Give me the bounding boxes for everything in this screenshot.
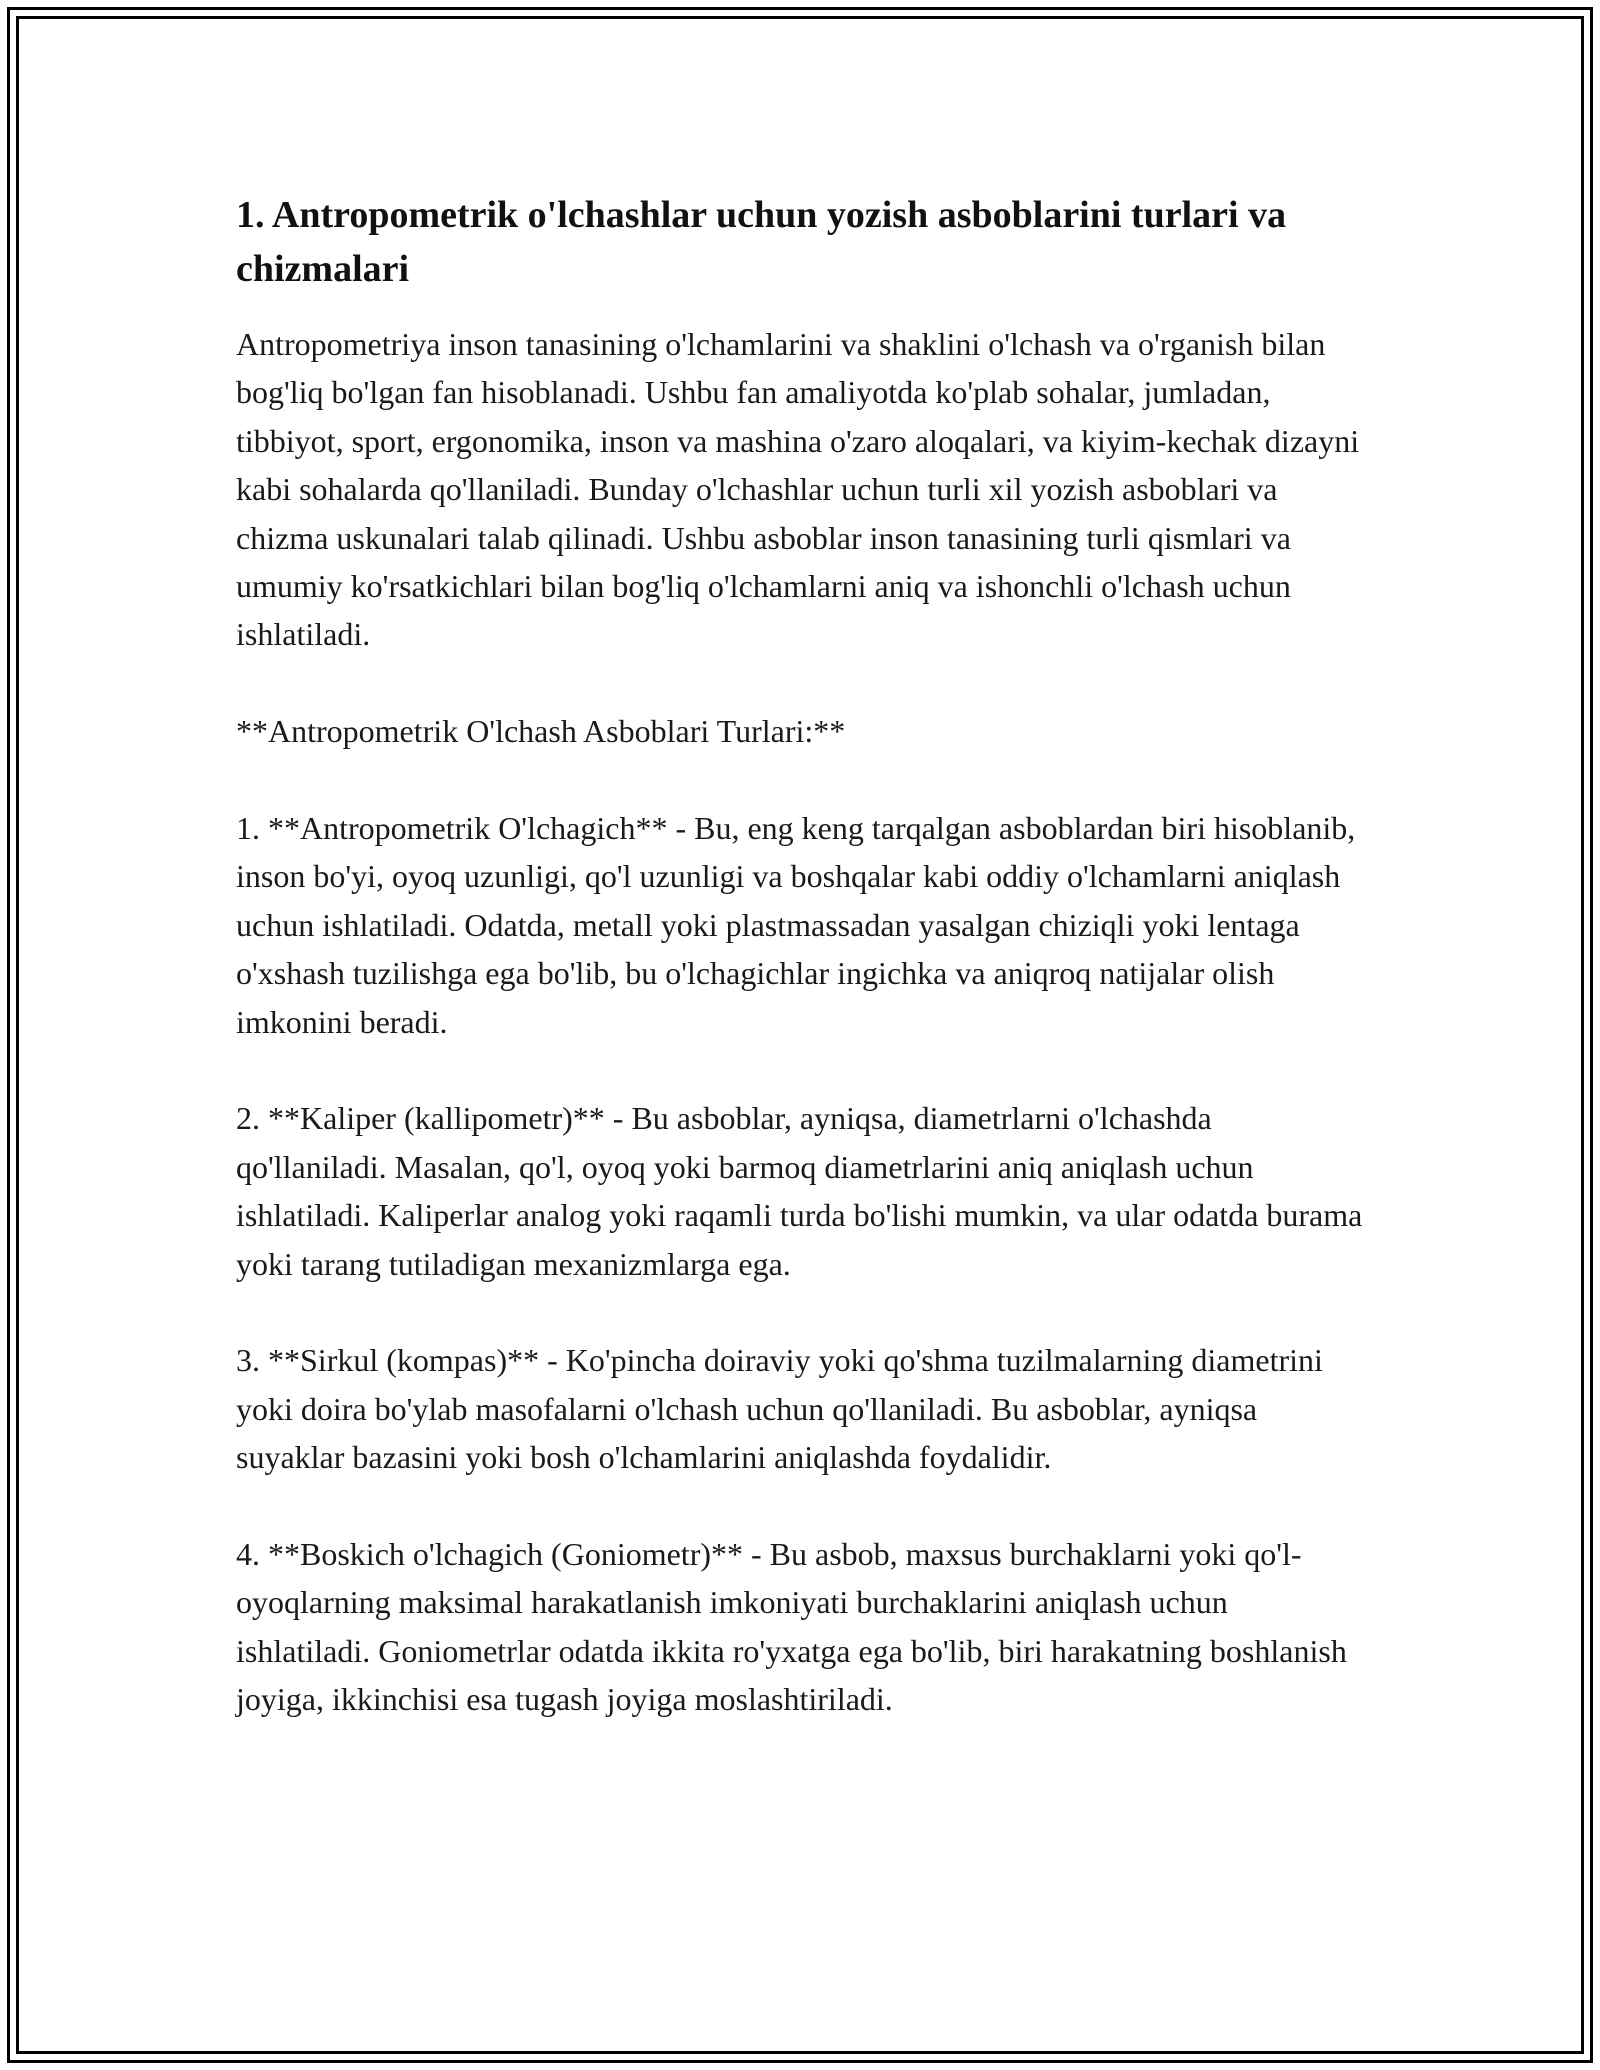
document-title: 1. Antropometrik o'lchashlar uchun yozish asboblarini turlari va chizmalari bbox=[236, 194, 1287, 290]
document-body bbox=[236, 188, 1366, 1724]
list-item-2: 2. **Kaliper (kallipometr)** - Bu asboblar, ayniqsa, diametrlarni o'lchashda qo'llaniladi. Masalan, qo'l, oyoq yoki barmoq diametrlarini aniq aniqlash uchun ishlatiladi. Kaliperlar analog yoki raqamli turda bo'lishi mumkin, va ular odatda burama yoki tarang tutiladigan mexanizmlarga ega. bbox=[236, 1100, 1363, 1282]
intro-paragraph: Antropometriya inson tanasining o'lchamlarini va shaklini o'lchash va o'rganish bilan bog'liq bo'lgan fan hisoblanadi. Ushbu fan amaliyotda ko'plab sohalar, jumladan, tibbiyot, sport, ergonomika, inson va mashina o'zaro aloqalari, va kiyim-kechak dizayni kabi sohalarda qo'llaniladi. Bunday o'lchashlar uchun turli xil yozish asboblari va chizma uskunalari talab qilinadi. Ushbu asboblar inson tanasining turli qismlari va umumiy ko'rsatkichlari bilan bog'liq o'lchamlarni aniq va ishonchli o'lchash uchun ishlatiladi. bbox=[236, 326, 1360, 653]
list-item-3: 3. **Sirkul (kompas)** - Ko'pincha doiraviy yoki qo'shma tuzilmalarning diametrini yoki doira bo'ylab masofalarni o'lchash uchun qo'llaniladi. Bu asboblar, ayniqsa suyaklar bazasini yoki bosh o'lchamlarini aniqlashda foydalidir. bbox=[236, 1342, 1323, 1476]
section-heading: **Antropometrik O'lchash Asboblari Turlari:** bbox=[236, 713, 846, 750]
list-item-4: 4. **Boskich o'lchagich (Goniometr)** - Bu asbob, maxsus burchaklarni yoki qo'l-oyoqlarning maksimal harakatlanish imkoniyati burchaklarini aniqlash uchun ishlatiladi. Goniometrlar odatda ikkita ro'yxatga ega bo'lib, biri harakatning boshlanish joyiga, ikkinchisi esa tugash joyiga moslashtiriladi. bbox=[236, 1536, 1347, 1718]
list-item-1: 1. **Antropometrik O'lchagich** - Bu, eng keng tarqalgan asboblardan biri hisoblanib, inson bo'yi, oyoq uzunligi, qo'l uzunligi va boshqalar kabi oddiy o'lchamlarni aniqlash uchun ishlatiladi. Odatda, metall yoki plastmassadan yasalgan chiziqli yoki lentaga o'xshash tuzilishga ega bo'lib, bu o'lchagichlar ingichka va aniqroq natijalar olish imkonini beradi. bbox=[236, 810, 1356, 1040]
